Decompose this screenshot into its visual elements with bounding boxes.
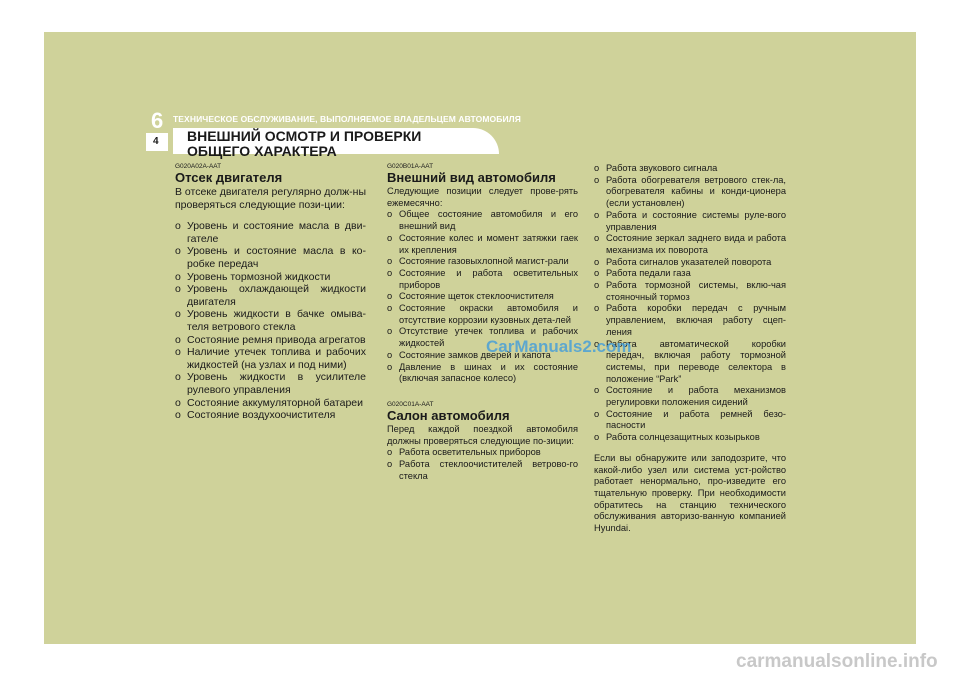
list-item: o Состояние аккумуляторной батареи [175, 397, 366, 410]
list-item: o Состояние щеток стеклоочистителя [387, 291, 578, 303]
list-item: o Уровень и состояние масла в дви-гателе [175, 220, 366, 245]
list-item: o Состояние и работа ремней безо-пасности [594, 409, 786, 432]
list-item: o Уровень тормозной жидкости [175, 271, 366, 284]
exterior-intro: Следующие позиции следует прове-рять ежемесячно: [387, 186, 578, 208]
list-item: o Состояние ремня привода агрегатов [175, 334, 366, 347]
list-item: o Состояние окраски автомобиля и отсутствие коррозии кузовных дета-лей [387, 303, 578, 326]
list-item: o Состояние газовыхлопной магист-рали [387, 256, 578, 268]
column-engine [175, 163, 366, 422]
engine-heading: Отсек двигателя [175, 170, 283, 185]
list-item: o Отсутствие утечек топлива и рабочих жидкостей [387, 326, 578, 349]
list-item: o Работа стеклоочистителей ветрово-го стекла [387, 459, 578, 482]
exterior-list [387, 209, 578, 385]
list-item: o Уровень жидкости в усилителе рулевого управления [175, 371, 366, 396]
list-item: o Работа и состояние системы руле-вого управления [594, 210, 786, 233]
list-item: o Работа тормозной системы, вклю-чая стояночный тормоз [594, 280, 786, 303]
list-item: o Работа солнцезащитных козырьков [594, 432, 786, 444]
list-item: o Состояние замков дверей и капота [387, 350, 578, 362]
engine-code: G020A02A-AAT [175, 163, 222, 170]
list-item: o Состояние зеркал заднего вида и работа механизма их поворота [594, 233, 786, 256]
list-item: o Общее состояние автомобиля и его внешний вид [387, 209, 578, 232]
continued-list [594, 163, 786, 444]
list-item: o Работа сигналов указателей поворота [594, 257, 786, 269]
section-title: ВНЕШНИЙ ОСМОТР И ПРОВЕРКИ ОБЩЕГО ХАРАКТЕРА [187, 128, 422, 159]
engine-list [175, 220, 366, 422]
list-item: o Работа обогревателя ветрового стек-ла, обогревателя кабины и конди-ционера (если установлен) [594, 175, 786, 210]
list-item: o Уровень жидкости в бачке омыва-теля ветрового стекла [175, 308, 366, 333]
list-item: o Состояние колес и момент затяжки гаек их крепления [387, 233, 578, 256]
list-item: o Наличие утечек топлива и рабочих жидкостей (на узлах и под ними) [175, 346, 366, 371]
list-item: o Работа коробки передач с ручным управлением, включая работу сцеп-ления [594, 303, 786, 338]
page-number: 4 [153, 136, 159, 147]
watermark-center[interactable]: CarManuals2.com [486, 337, 632, 356]
list-item: o Уровень и состояние масла в ко-робке передач [175, 245, 366, 270]
list-item: o Работа автоматической коробки передач, включая работу тормозной системы, при переводе селектора в положение “Park” [594, 339, 786, 386]
exterior-heading: Внешний вид автомобиля [387, 170, 556, 185]
column-exterior [387, 163, 578, 482]
chapter-title: ТЕХНИЧЕСКОЕ ОБСЛУЖИВАНИЕ, ВЫПОЛНЯЕМОЕ ВЛАДЕЛЬЦЕМ АВТОМОБИЛЯ [173, 114, 521, 124]
interior-code: G020C01A-AAT [387, 400, 434, 408]
list-item: o Работа звукового сигнала [594, 163, 786, 175]
exterior-code: G020B01A-AAT [387, 163, 434, 170]
list-item: o Состояние и работа механизмов регулировки положения сидений [594, 385, 786, 408]
list-item: o Давление в шинах и их состояние (включая запасное колесо) [387, 362, 578, 385]
interior-intro: Перед каждой поездкой автомобиля должны проверяться следующие по-зиции: [387, 423, 578, 446]
list-item: o Состояние воздухоочистителя [175, 409, 366, 422]
watermark-footer[interactable]: carmanualsonline.info [736, 651, 938, 672]
chapter-number: 6 [151, 108, 164, 133]
list-item: o Работа педали газа [594, 268, 786, 280]
interior-heading: Салон автомобиля [387, 407, 510, 423]
list-item: o Уровень охлаждающей жидкости двигателя [175, 283, 366, 308]
list-item: o Состояние и работа осветительных приборов [387, 268, 578, 291]
list-item: o Работа осветительных приборов [387, 447, 578, 459]
interior-list [387, 447, 578, 482]
closing-paragraph: Если вы обнаружите или заподозрите, что какой-либо узел или система уст-ройство работает ненормально, про-изведите его тщательную проверку. При необходимости обратитесь на станцию технического обслуживания авторизо-ванную компанией Hyundai. [594, 452, 786, 534]
engine-intro: В отсеке двигателя регулярно долж-ны проверяться следующие пози-ции: [175, 186, 366, 211]
